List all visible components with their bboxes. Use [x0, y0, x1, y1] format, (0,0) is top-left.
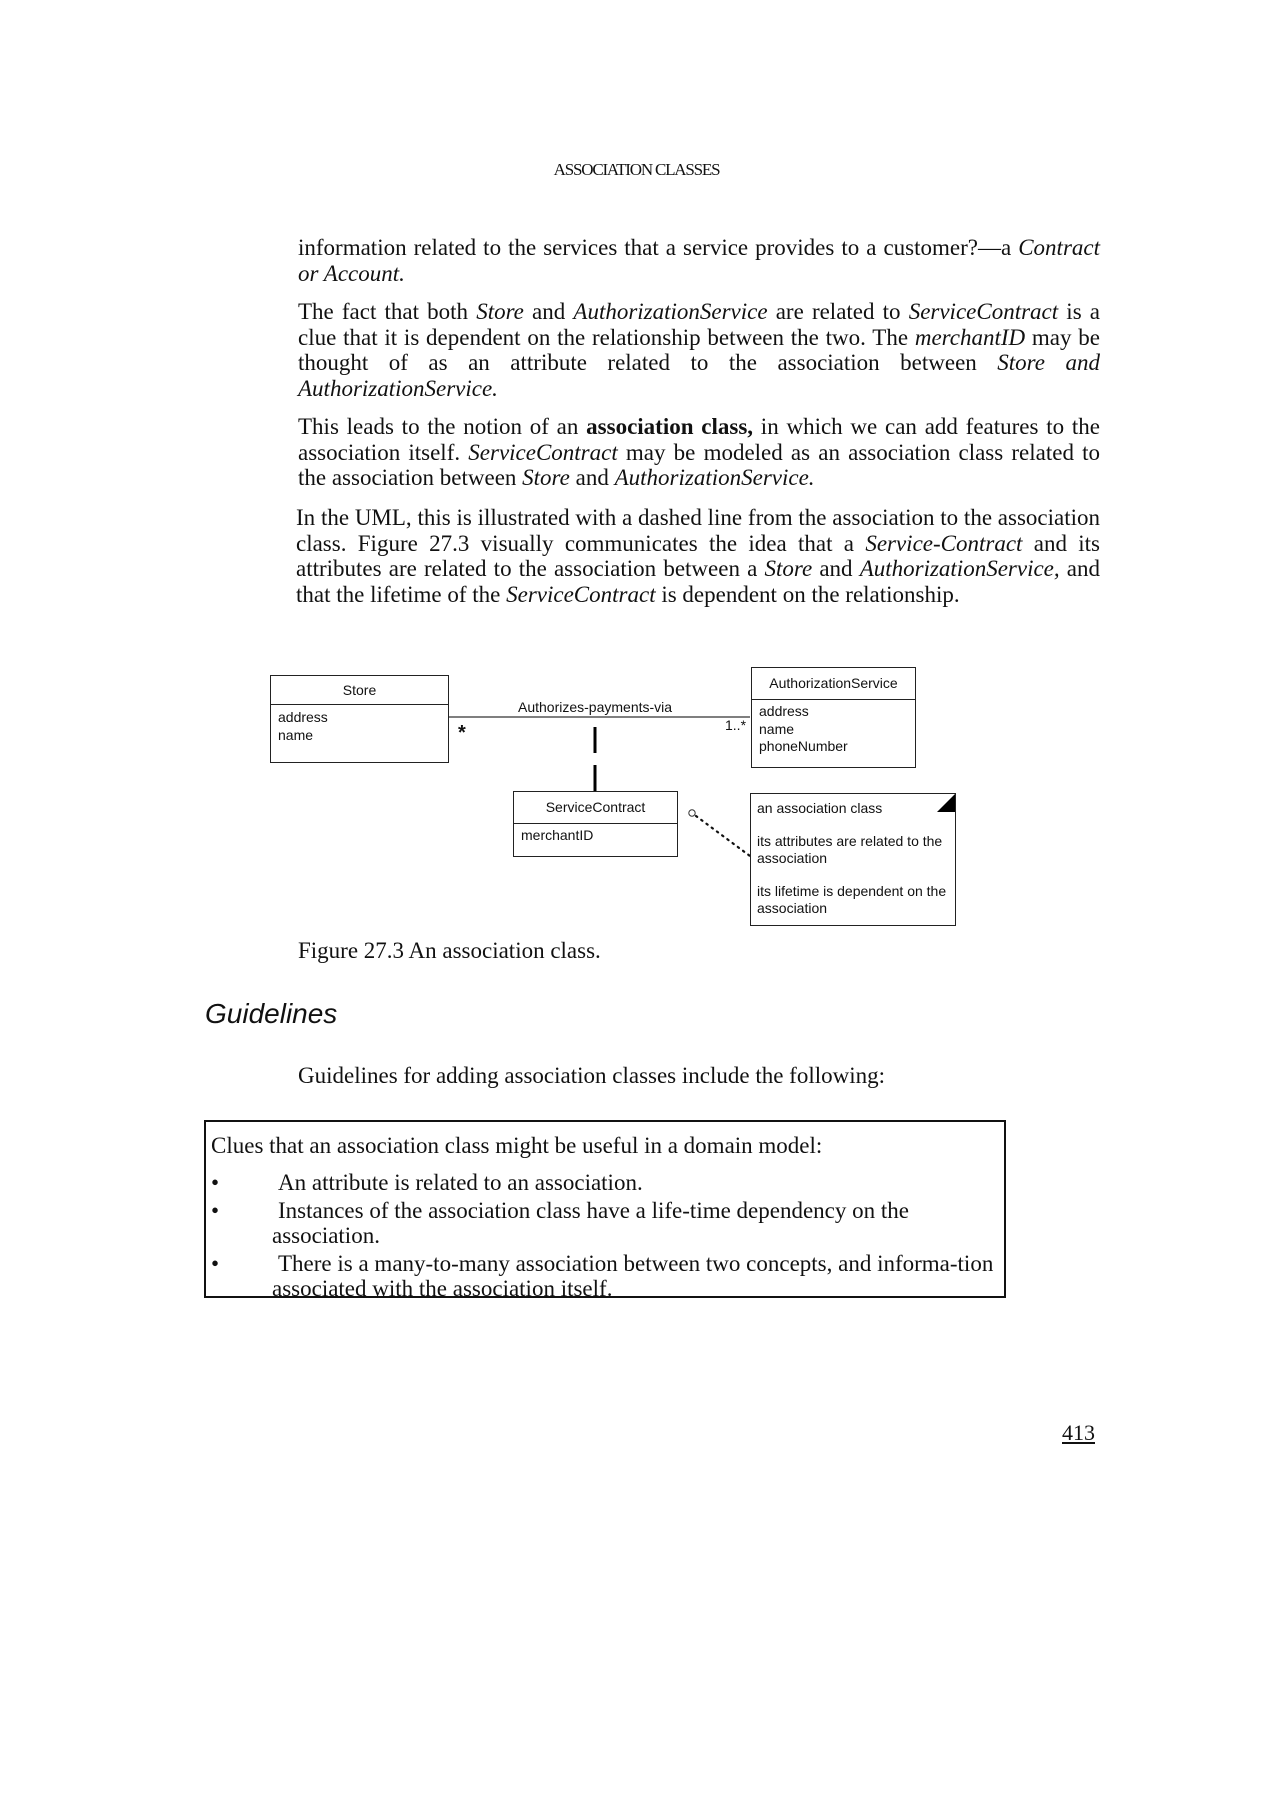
note-dotted-line — [696, 816, 750, 856]
italic-text: AuthorizationService — [573, 299, 768, 324]
italic-text: Store — [522, 465, 570, 490]
class-name: AuthorizationService — [752, 668, 915, 700]
guidelines-list — [206, 1170, 1006, 1304]
text: is dependent on the relationship. — [655, 581, 960, 607]
note-line: its attributes are related to the association — [757, 832, 943, 866]
list-item-text: There is a many-to-many association between two concepts, and informa-tion associated with the association itself. — [272, 1251, 994, 1301]
page-number: 413 — [1062, 1420, 1095, 1445]
italic-text: Store — [476, 299, 524, 324]
text: and its attributes are related to the association between a — [296, 530, 1100, 581]
figure-caption: Figure 27.3 An association class. — [298, 938, 601, 963]
note-folded-corner-icon — [937, 794, 955, 812]
italic-text: Contract or Account. — [298, 235, 1100, 286]
association-label: Authorizes-payments-via — [518, 699, 673, 715]
paragraph-1 — [298, 235, 1100, 286]
text: may be modeled as an association class related to the association between — [298, 439, 1101, 490]
uml-note — [750, 793, 956, 926]
class-store — [270, 675, 449, 763]
italic-text: AuthorizationService, — [859, 556, 1060, 581]
bold-term: association class, — [586, 414, 754, 439]
note-line: its lifetime is dependent on the association — [757, 882, 947, 916]
text: This leads to the notion of an — [298, 414, 587, 439]
note-line: an association class — [757, 800, 883, 816]
paragraph-4 — [296, 505, 1100, 607]
italic-text: AuthorizationService. — [614, 465, 815, 490]
class-name: ServiceContract — [514, 792, 677, 824]
guidelines-box — [204, 1120, 1006, 1301]
paragraph-3 — [298, 414, 1100, 491]
text: The fact that both — [298, 299, 477, 324]
guidelines-box-title: Clues that an association class might be useful in a domain model: — [211, 1133, 823, 1158]
italic-text: ServiceContract — [506, 581, 656, 607]
attribute: phoneNumber — [759, 738, 848, 754]
text: and — [812, 556, 860, 581]
class-attributes — [752, 700, 915, 760]
attribute: merchantID — [521, 827, 594, 843]
section-heading: Guidelines — [205, 998, 338, 1029]
running-head: ASSOCIATION CLASSES — [553, 160, 720, 179]
store-multiplicity: * — [458, 722, 466, 744]
list-item — [206, 1251, 1006, 1301]
text: In the UML, this is illustrated with a dashed line from the association to the association class. Figure 27.3 visually communicates the idea that a — [296, 505, 1100, 556]
list-item-text: Instances of the association class have a life-time dependency on the association. — [272, 1198, 909, 1248]
class-service-contract — [513, 791, 678, 857]
bullet-icon: • — [211, 1198, 220, 1223]
class-attributes — [514, 824, 677, 849]
italic-text: Store — [764, 556, 813, 581]
italic-text: merchantID — [914, 324, 1026, 350]
italic-text: ServiceContract — [908, 299, 1059, 324]
text: information related to the services that a service provides to a customer?—a — [298, 235, 1019, 260]
text: and — [569, 465, 615, 490]
text: is a clue that it is dependent on the relationship between the two. The — [298, 299, 1100, 350]
bullet-icon: • — [211, 1170, 220, 1195]
list-item-text: An attribute is related to an association. — [278, 1170, 643, 1195]
attribute: name — [759, 720, 795, 737]
text: and that the lifetime of the — [296, 556, 1100, 607]
text: in which we can add features to the association itself. — [298, 414, 1100, 465]
text: and — [523, 299, 574, 324]
text: are related to — [767, 299, 909, 324]
attribute: name — [278, 726, 314, 743]
guidelines-lead: Guidelines for adding association classes include the following: — [298, 1063, 886, 1088]
attribute: address — [278, 709, 328, 725]
italic-text: Store and AuthorizationService. — [298, 350, 1100, 401]
paragraph-2 — [298, 299, 1100, 401]
note-anchor-circle — [689, 810, 695, 816]
list-item — [206, 1198, 1006, 1248]
uml-diagram — [270, 655, 970, 935]
class-name: Store — [271, 676, 448, 705]
text: may be thought of as an attribute related to the association between — [298, 324, 1100, 375]
italic-text: ServiceContract — [468, 439, 618, 465]
italic-text: Service-Contract — [865, 530, 1023, 556]
bullet-icon: • — [211, 1251, 220, 1276]
attribute: address — [759, 703, 809, 719]
class-authorization-service — [751, 667, 916, 768]
class-attributes — [271, 705, 448, 748]
service-multiplicity: 1..* — [725, 717, 747, 733]
list-item — [206, 1170, 1006, 1195]
